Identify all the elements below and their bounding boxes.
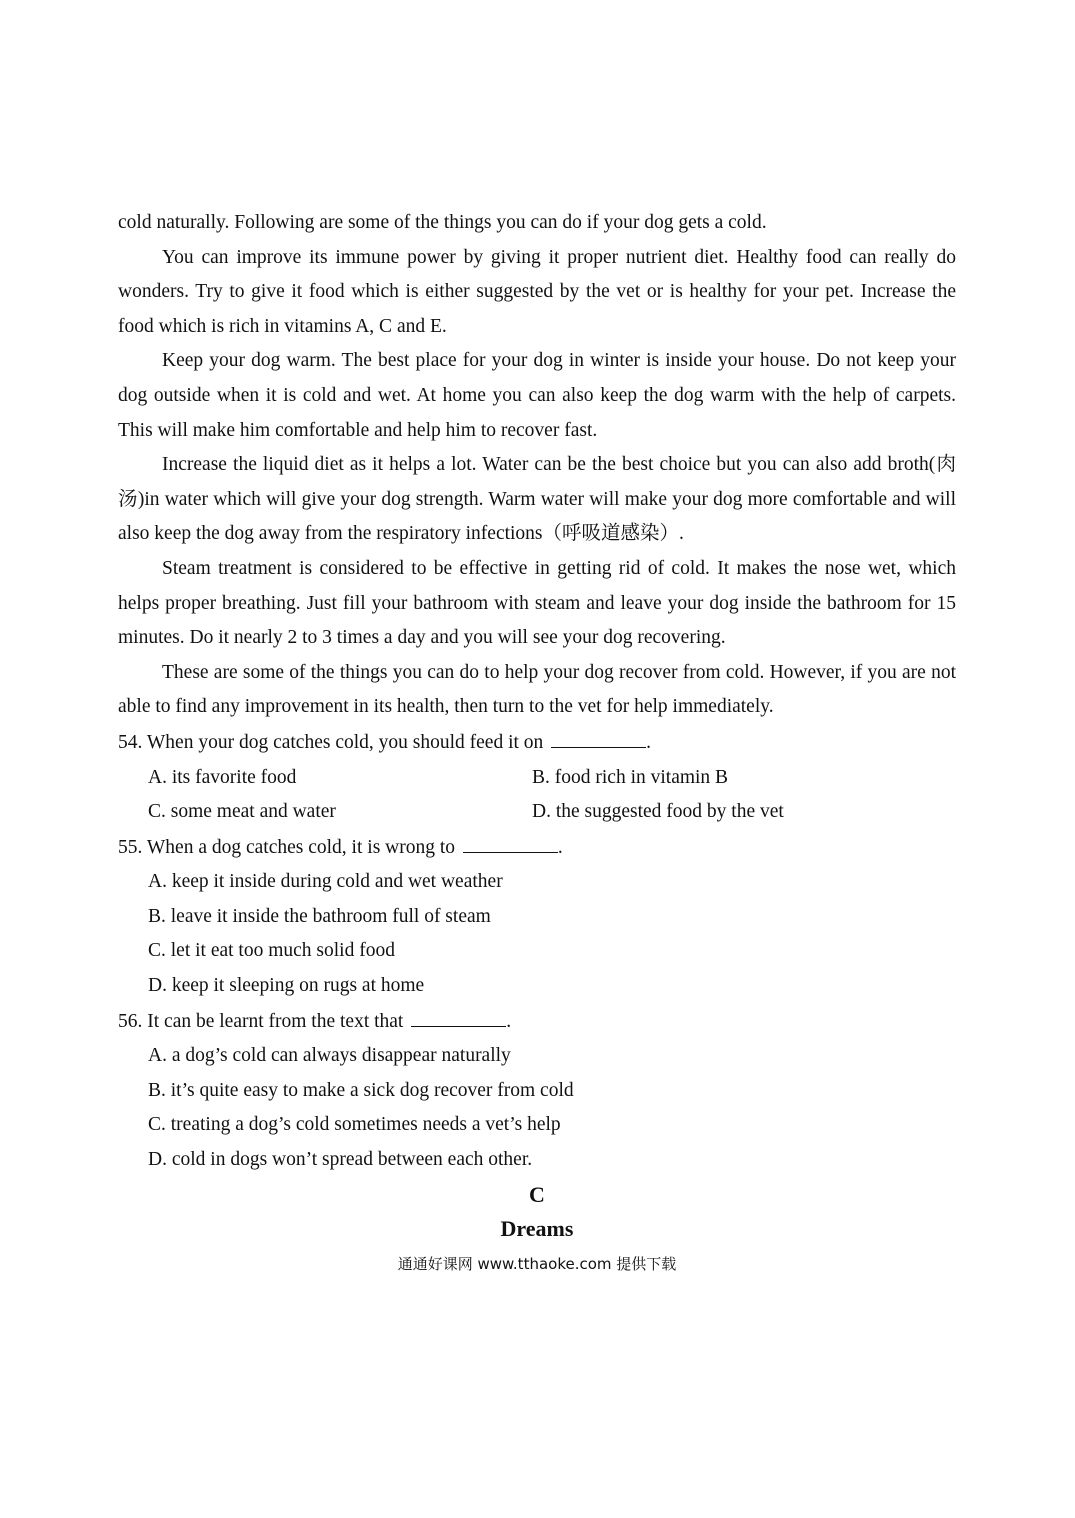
option-a: A. keep it inside during cold and wet weather xyxy=(148,871,503,893)
passage-paragraph: Increase the liquid diet as it helps a lot. Water can be the best choice but you can also add broth(肉汤)in water which will give your dog strength. Warm water will make your dog more comfortable and will also keep the dog away from the respiratory infections（呼吸道感染）. xyxy=(118,454,956,545)
option-b: B. leave it inside the bathroom full of steam xyxy=(148,905,491,927)
question-54 xyxy=(118,725,956,761)
option-d: D. the suggested food by the vet xyxy=(532,801,784,823)
passage-paragraph: Keep your dog warm. The best place for your dog in winter is inside your house. Do not keep your dog outside when it is cold and wet. At home you can also keep the dog warm with the help of carpets. This will make him comfortable and help him to recover fast. xyxy=(118,350,956,441)
option-c: C. let it eat too much solid food xyxy=(148,940,395,962)
question-stem: 56. It can be learnt from the text that xyxy=(118,1010,404,1032)
question-stem: 54. When your dog catches cold, you should feed it on xyxy=(118,731,544,753)
option-a: A. its favorite food xyxy=(148,766,297,788)
question-55 xyxy=(118,830,956,866)
options-row xyxy=(118,761,956,796)
option-b: B. food rich in vitamin B xyxy=(532,766,729,788)
options-row xyxy=(118,795,956,830)
answer-blank xyxy=(551,725,646,748)
page-footer: 通通好课网 www.tthaoke.com 提供下载 xyxy=(397,1254,677,1273)
option-a: A. a dog’s cold can always disappear naturally xyxy=(148,1045,511,1067)
passage-paragraph: These are some of the things you can do to help your dog recover from cold. However, if you are not able to find any improvement in its health, then turn to the vet for help immediately. xyxy=(118,661,956,718)
section-title: Dreams xyxy=(500,1216,574,1242)
question-56 xyxy=(118,1004,956,1040)
passage-paragraph: Steam treatment is considered to be effective in getting rid of cold. It makes the nose wet, which helps proper breathing. Just fill your bathroom with steam and leave your dog inside the bathroom for 15 minutes. Do it nearly 2 to 3 times a day and you will see your dog recovering. xyxy=(118,557,956,649)
option-b: B. it’s quite easy to make a sick dog recover from cold xyxy=(148,1079,574,1101)
question-end: . xyxy=(506,1010,512,1032)
option-c: C. treating a dog’s cold sometimes needs a vet’s help xyxy=(148,1114,561,1136)
question-stem: 55. When a dog catches cold, it is wrong to xyxy=(118,836,456,858)
passage-paragraph: cold naturally. Following are some of the things you can do if your dog gets a cold. xyxy=(118,212,767,233)
option-d: D. keep it sleeping on rugs at home xyxy=(148,975,425,997)
answer-blank xyxy=(463,830,558,853)
section-letter: C xyxy=(529,1181,545,1207)
question-end: . xyxy=(557,836,563,858)
document-page xyxy=(118,206,956,1281)
answer-blank xyxy=(411,1004,506,1027)
question-end: . xyxy=(646,731,652,753)
option-c: C. some meat and water xyxy=(148,801,336,823)
passage-paragraph: You can improve its immune power by giving it proper nutrient diet. Healthy food can really do wonders. Try to give it food which is either suggested by the vet or is healthy for your pet. Increase the food which is rich in vitamins A, C and E. xyxy=(118,246,956,337)
option-d: D. cold in dogs won’t spread between each other. xyxy=(148,1149,533,1171)
